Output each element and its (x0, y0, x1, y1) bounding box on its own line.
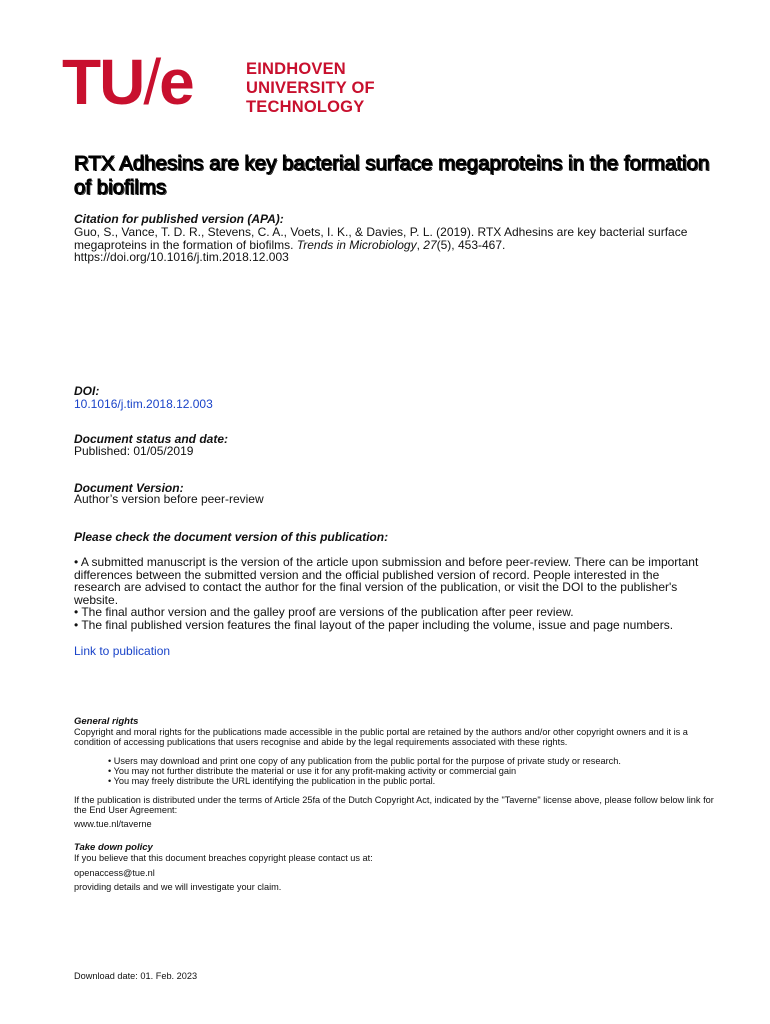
logo-line-3: TECHNOLOGY (246, 98, 365, 116)
check-version-list (74, 556, 704, 631)
logo-mark-e: e (159, 46, 193, 118)
doi-link[interactable]: 10.1016/j.tim.2018.12.003 (74, 397, 213, 411)
check-item: • The final author version and the galley proof are versions of the publication after peer review. (74, 605, 574, 619)
citation-label: Citation for published version (APA): (74, 212, 284, 226)
check-version-label: Please check the document version of this publication: (74, 530, 389, 544)
rights-item: • You may not further distribute the material or use it for any profit-making activity or commercial gain (108, 766, 517, 776)
takedown-text: If you believe that this document breaches copyright please contact us at: (74, 853, 373, 863)
logo-mark-tu: TU (62, 46, 144, 118)
takedown-providing-text: providing details and we will investigate your claim. (74, 882, 282, 892)
doi-label: DOI: (74, 384, 100, 398)
general-rights-label: General rights (74, 716, 139, 727)
status-label: Document status and date: (74, 432, 229, 446)
check-item: • A submitted manuscript is the version of the article upon submission and before peer-review. There can be important differences between the submitted version and the official published version of record. People interested in the research are advised to contact the author for the final version of the publication, or visit the DOI to the publisher's website. (74, 555, 699, 607)
document-title: RTX Adhesins are key bacterial surface megaproteins in the formation of biofilms (74, 152, 710, 199)
citation-comma: , (416, 237, 424, 252)
citation-journal: Trends in Microbiology (296, 237, 417, 252)
rights-list (108, 756, 718, 786)
version-value: Author’s version before peer-review (74, 492, 264, 506)
citation-authors: Guo, S., Vance, T. D. R., Stevens, C. A., Voets, I. K., & Davies, P. L. (2019). RTX Adhesins are key bacterial surface megaproteins in the formation of biofilms. (74, 225, 688, 252)
logo-line-1: EINDHOVEN (246, 60, 346, 78)
takedown-label: Take down policy (74, 842, 153, 853)
tue-logo (62, 46, 392, 120)
citation-text (74, 226, 704, 264)
logo-line-2: UNIVERSITY OF (246, 79, 375, 97)
logo-mark (62, 46, 193, 118)
citation-volume: 27 (423, 237, 437, 252)
general-rights-text: Copyright and moral rights for the publications made accessible in the public portal are retained by the authors and/or other copyright owners and it is a condition of accessing publications that users recognise and abide by the legal requirements associated with these rights. (74, 727, 688, 747)
download-date: Download date: 01. Feb. 2023 (74, 971, 198, 981)
logo-university-name (246, 60, 375, 117)
check-item: • The final published version features the final layout of the paper including the volume, issue and page numbers. (74, 617, 674, 632)
taverne-link[interactable]: www.tue.nl/taverne (74, 819, 152, 829)
version-label: Document Version: (74, 481, 184, 495)
taverne-text: If the publication is distributed under the terms of Article 25fa of the Dutch Copyright Act, indicated by the "Taverne" license above, please follow below link for the End User Agreement: (74, 795, 714, 815)
rights-item: • You may freely distribute the URL identifying the publication in the public portal. (108, 776, 436, 786)
rights-item: • Users may download and print one copy of any publication from the public portal for the purpose of private study or research. (108, 756, 621, 766)
citation-pages: (5), 453-467. (436, 237, 506, 252)
contact-email-link[interactable]: openaccess@tue.nl (74, 868, 155, 878)
status-value: Published: 01/05/2019 (74, 444, 194, 458)
publication-link[interactable]: Link to publication (74, 644, 171, 658)
citation-doi-url: https://doi.org/10.1016/j.tim.2018.12.003 (74, 250, 289, 264)
logo-mark-slash: / (143, 46, 160, 118)
